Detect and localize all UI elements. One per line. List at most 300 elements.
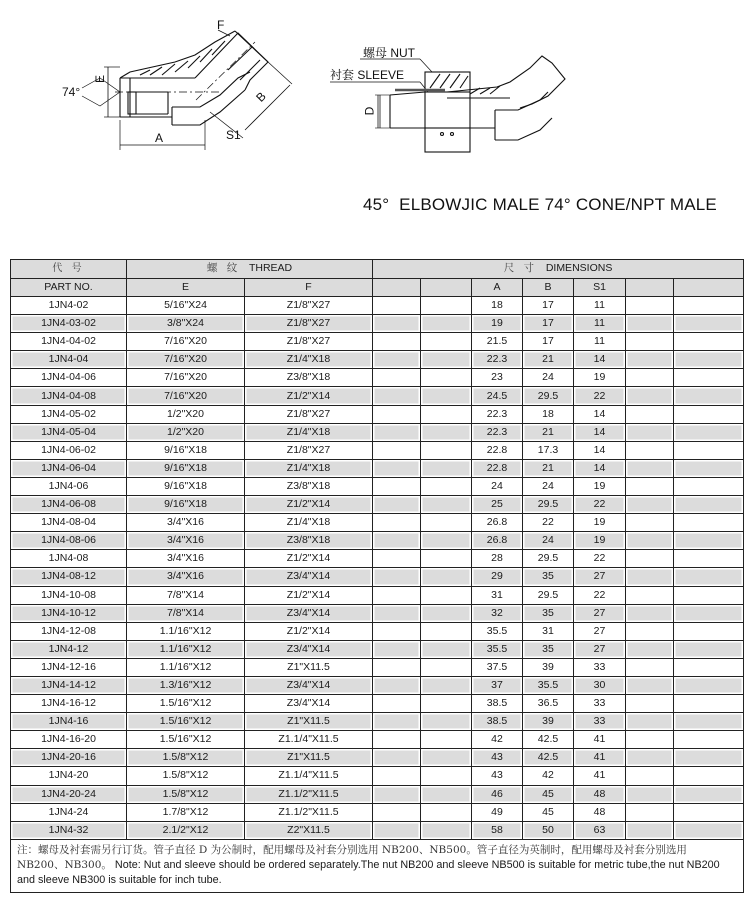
dim-s1-cell: 27 xyxy=(574,622,626,640)
thread-f-cell: Z1"X11.5 xyxy=(245,713,373,731)
thread-e-cell: 3/4"X16 xyxy=(127,550,245,568)
empty-cell xyxy=(373,532,421,550)
table-row xyxy=(11,803,744,821)
empty-cell xyxy=(373,315,421,333)
thread-f-cell: Z3/8"X18 xyxy=(245,369,373,387)
thread-e-cell: 2.1/2"X12 xyxy=(127,821,245,839)
thread-header xyxy=(127,260,373,279)
table-row xyxy=(11,767,744,785)
dim-label-d: D xyxy=(362,106,377,116)
dim-a-cell: 19 xyxy=(472,315,523,333)
empty-cell xyxy=(373,459,421,477)
dim-a-cell: 22.3 xyxy=(472,351,523,369)
table-row xyxy=(11,333,744,351)
table-row xyxy=(11,441,744,459)
dim-a-cell: 23 xyxy=(472,369,523,387)
table-row xyxy=(11,514,744,532)
empty-cell xyxy=(421,713,472,731)
table-row xyxy=(11,695,744,713)
dim-a-cell: 38.5 xyxy=(472,695,523,713)
thread-f-cell: Z1/4"X18 xyxy=(245,514,373,532)
empty-cell xyxy=(674,477,744,495)
empty-cell xyxy=(626,514,674,532)
dim-b-cell: 29.5 xyxy=(523,387,574,405)
table-row xyxy=(11,586,744,604)
table-row xyxy=(11,315,744,333)
thread-e-cell: 9/16"X18 xyxy=(127,441,245,459)
empty-cell xyxy=(626,496,674,514)
table-row xyxy=(11,658,744,676)
dim-label-b: B xyxy=(253,89,269,105)
empty-cell xyxy=(626,423,674,441)
dim-s1-cell: 48 xyxy=(574,785,626,803)
thread-e-cell: 7/8"X14 xyxy=(127,586,245,604)
empty-cell xyxy=(626,658,674,676)
empty-cell xyxy=(626,785,674,803)
table-row xyxy=(11,713,744,731)
dim-a-cell: 43 xyxy=(472,749,523,767)
thread-e-cell: 1.1/16"X12 xyxy=(127,640,245,658)
empty-cell xyxy=(626,387,674,405)
footnote xyxy=(11,839,744,892)
empty-cell xyxy=(626,749,674,767)
dim-s1-cell: 19 xyxy=(574,532,626,550)
thread-e-cell: 3/4"X16 xyxy=(127,532,245,550)
empty-cell xyxy=(674,622,744,640)
part-no-cell: 1JN4-14-12 xyxy=(11,676,127,694)
thread-f-cell: Z1"X11.5 xyxy=(245,749,373,767)
empty-cell xyxy=(421,315,472,333)
empty-cell xyxy=(674,676,744,694)
empty-cell xyxy=(626,297,674,315)
thread-e-cell: 1.5/16"X12 xyxy=(127,713,245,731)
thread-f-cell: Z1/4"X18 xyxy=(245,423,373,441)
empty-cell xyxy=(373,622,421,640)
table-row xyxy=(11,459,744,477)
dim-s1-cell: 22 xyxy=(574,496,626,514)
empty-cell xyxy=(674,640,744,658)
table-row xyxy=(11,749,744,767)
empty-cell xyxy=(626,369,674,387)
empty-cell xyxy=(421,749,472,767)
col-a-header: A xyxy=(472,278,523,297)
part-no-cell: 1JN4-12-16 xyxy=(11,658,127,676)
empty-cell xyxy=(626,586,674,604)
empty-cell xyxy=(421,532,472,550)
empty-cell xyxy=(626,441,674,459)
footnote-en: Note: Nut and sleeve should be ordered separately.The nut NB200 and sleeve NB500 is suitable for metric tube,the nut NB200 and sleeve NB300 is suitable for inch tube. xyxy=(17,858,720,886)
empty-cell xyxy=(421,604,472,622)
dim-b-cell: 17 xyxy=(523,315,574,333)
part-no-cell: 1JN4-06-04 xyxy=(11,459,127,477)
dim-s1-cell: 11 xyxy=(574,315,626,333)
dim-s1-cell: 19 xyxy=(574,369,626,387)
thread-f-cell: Z1/2"X14 xyxy=(245,496,373,514)
col-f-header: F xyxy=(245,278,373,297)
dim-label-s1: S1 xyxy=(226,128,241,142)
table-row xyxy=(11,568,744,586)
dim-b-cell: 36.5 xyxy=(523,695,574,713)
thread-e-cell: 1.3/16"X12 xyxy=(127,676,245,694)
dim-b-cell: 18 xyxy=(523,405,574,423)
dim-a-cell: 21.5 xyxy=(472,333,523,351)
dim-b-cell: 35 xyxy=(523,568,574,586)
dim-b-cell: 21 xyxy=(523,351,574,369)
thread-f-cell: Z1/8"X27 xyxy=(245,297,373,315)
empty-cell xyxy=(421,731,472,749)
empty-cell xyxy=(373,713,421,731)
empty-cell xyxy=(626,821,674,839)
thread-cn: 螺 纹 xyxy=(206,262,241,275)
part-no-cn-header: 代 号 xyxy=(11,260,127,279)
table-row xyxy=(11,387,744,405)
empty-cell xyxy=(373,785,421,803)
dim-a-cell: 31 xyxy=(472,586,523,604)
empty-cell xyxy=(373,477,421,495)
dimensions-en: DIMENSIONS xyxy=(545,262,613,275)
thread-f-cell: Z3/8"X18 xyxy=(245,477,373,495)
dimensions-cn: 尺 寸 xyxy=(503,262,538,275)
table-row xyxy=(11,423,744,441)
empty-cell xyxy=(674,749,744,767)
sleeve-label: 衬套 SLEEVE xyxy=(330,68,405,82)
empty-cell xyxy=(373,333,421,351)
dim-b-cell: 35 xyxy=(523,640,574,658)
thread-f-cell: Z3/8"X18 xyxy=(245,532,373,550)
part-no-cell: 1JN4-03-02 xyxy=(11,315,127,333)
empty-cell xyxy=(674,297,744,315)
col-s1-header: S1 xyxy=(574,278,626,297)
part-no-cell: 1JN4-04-06 xyxy=(11,369,127,387)
product-title: 45° ELBOWJIC MALE 74° CONE/NPT MALE xyxy=(363,195,717,214)
thread-f-cell: Z1/2"X14 xyxy=(245,622,373,640)
empty-cell xyxy=(421,333,472,351)
part-no-cell: 1JN4-04 xyxy=(11,351,127,369)
part-no-cell: 1JN4-32 xyxy=(11,821,127,839)
dim-b-cell: 42.5 xyxy=(523,749,574,767)
specification-table xyxy=(10,259,744,893)
dim-a-cell: 46 xyxy=(472,785,523,803)
empty-cell xyxy=(373,351,421,369)
thread-f-cell: Z1.1/2"X11.5 xyxy=(245,803,373,821)
empty-cell xyxy=(626,604,674,622)
thread-e-cell: 3/4"X16 xyxy=(127,514,245,532)
empty-cell xyxy=(626,333,674,351)
empty-cell xyxy=(421,622,472,640)
dim-s1-cell: 41 xyxy=(574,749,626,767)
dim-a-cell: 43 xyxy=(472,767,523,785)
thread-f-cell: Z1.1/4"X11.5 xyxy=(245,731,373,749)
empty-cell xyxy=(626,351,674,369)
thread-e-cell: 7/16"X20 xyxy=(127,333,245,351)
thread-en: THREAD xyxy=(248,262,293,275)
dim-a-cell: 32 xyxy=(472,604,523,622)
part-no-cell: 1JN4-06-02 xyxy=(11,441,127,459)
dim-a-cell: 22.8 xyxy=(472,459,523,477)
thread-e-cell: 1.1/16"X12 xyxy=(127,622,245,640)
dim-s1-cell: 41 xyxy=(574,731,626,749)
part-no-cell: 1JN4-20 xyxy=(11,767,127,785)
part-no-header: PART NO. xyxy=(11,278,127,297)
empty-cell xyxy=(626,713,674,731)
dim-a-cell: 26.8 xyxy=(472,532,523,550)
dim-s1-cell: 27 xyxy=(574,604,626,622)
part-no-cell: 1JN4-08-06 xyxy=(11,532,127,550)
thread-f-cell: Z2"X11.5 xyxy=(245,821,373,839)
empty-cell xyxy=(373,550,421,568)
thread-f-cell: Z1/8"X27 xyxy=(245,441,373,459)
empty-cell xyxy=(674,532,744,550)
col-e-header: E xyxy=(127,278,245,297)
empty-cell xyxy=(421,550,472,568)
part-no-cell: 1JN4-02 xyxy=(11,297,127,315)
empty-cell xyxy=(626,622,674,640)
empty-cell xyxy=(674,441,744,459)
empty-cell xyxy=(674,568,744,586)
empty-cell xyxy=(373,676,421,694)
dim-s1-cell: 33 xyxy=(574,658,626,676)
part-no-cell: 1JN4-05-02 xyxy=(11,405,127,423)
thread-e-cell: 7/8"X14 xyxy=(127,604,245,622)
empty-cell xyxy=(674,387,744,405)
dim-a-cell: 24.5 xyxy=(472,387,523,405)
empty-header xyxy=(626,278,674,297)
dim-a-cell: 22.3 xyxy=(472,405,523,423)
empty-cell xyxy=(626,459,674,477)
table-row xyxy=(11,550,744,568)
dim-b-cell: 39 xyxy=(523,658,574,676)
empty-cell xyxy=(421,640,472,658)
dim-a-cell: 22.3 xyxy=(472,423,523,441)
thread-f-cell: Z1/8"X27 xyxy=(245,333,373,351)
thread-f-cell: Z1/8"X27 xyxy=(245,405,373,423)
empty-cell xyxy=(674,550,744,568)
dim-a-cell: 24 xyxy=(472,477,523,495)
part-no-cell: 1JN4-04-08 xyxy=(11,387,127,405)
table-row xyxy=(11,676,744,694)
dim-s1-cell: 19 xyxy=(574,477,626,495)
empty-cell xyxy=(421,351,472,369)
empty-cell xyxy=(674,803,744,821)
thread-e-cell: 5/16"X24 xyxy=(127,297,245,315)
dim-a-cell: 35.5 xyxy=(472,622,523,640)
thread-f-cell: Z1/2"X14 xyxy=(245,387,373,405)
dim-b-cell: 45 xyxy=(523,803,574,821)
empty-header xyxy=(421,278,472,297)
table-row xyxy=(11,640,744,658)
empty-cell xyxy=(421,297,472,315)
thread-e-cell: 1.5/8"X12 xyxy=(127,767,245,785)
dim-b-cell: 45 xyxy=(523,785,574,803)
empty-cell xyxy=(674,821,744,839)
empty-cell xyxy=(373,803,421,821)
empty-cell xyxy=(373,369,421,387)
table-row xyxy=(11,785,744,803)
empty-cell xyxy=(626,405,674,423)
dim-s1-cell: 14 xyxy=(574,459,626,477)
thread-e-cell: 7/16"X20 xyxy=(127,351,245,369)
table-row xyxy=(11,622,744,640)
empty-cell xyxy=(626,803,674,821)
part-no-cell: 1JN4-20-16 xyxy=(11,749,127,767)
dim-a-cell: 42 xyxy=(472,731,523,749)
dim-s1-cell: 33 xyxy=(574,713,626,731)
dim-b-cell: 22 xyxy=(523,514,574,532)
dim-b-cell: 29.5 xyxy=(523,550,574,568)
dim-s1-cell: 14 xyxy=(574,405,626,423)
empty-cell xyxy=(373,496,421,514)
part-no-cell: 1JN4-10-12 xyxy=(11,604,127,622)
empty-cell xyxy=(674,658,744,676)
empty-cell xyxy=(421,477,472,495)
empty-cell xyxy=(373,604,421,622)
dim-s1-cell: 14 xyxy=(574,441,626,459)
empty-cell xyxy=(421,459,472,477)
dim-s1-cell: 19 xyxy=(574,514,626,532)
thread-f-cell: Z1.1/4"X11.5 xyxy=(245,767,373,785)
empty-cell xyxy=(626,767,674,785)
header-row-1 xyxy=(11,260,744,279)
dimensions-header xyxy=(373,260,744,279)
thread-e-cell: 9/16"X18 xyxy=(127,496,245,514)
dim-b-cell: 39 xyxy=(523,713,574,731)
col-b-header: B xyxy=(523,278,574,297)
dim-a-cell: 49 xyxy=(472,803,523,821)
dim-b-cell: 21 xyxy=(523,423,574,441)
empty-cell xyxy=(674,604,744,622)
thread-f-cell: Z3/4"X14 xyxy=(245,695,373,713)
empty-cell xyxy=(674,405,744,423)
empty-cell xyxy=(373,514,421,532)
empty-cell xyxy=(674,586,744,604)
dim-b-cell: 24 xyxy=(523,477,574,495)
part-no-cell: 1JN4-08-04 xyxy=(11,514,127,532)
dim-s1-cell: 22 xyxy=(574,586,626,604)
empty-cell xyxy=(421,676,472,694)
thread-e-cell: 1.5/16"X12 xyxy=(127,731,245,749)
dim-a-cell: 29 xyxy=(472,568,523,586)
thread-f-cell: Z1"X11.5 xyxy=(245,658,373,676)
empty-header xyxy=(373,278,421,297)
dim-b-cell: 35 xyxy=(523,604,574,622)
dim-s1-cell: 22 xyxy=(574,550,626,568)
part-no-cell: 1JN4-16 xyxy=(11,713,127,731)
dim-b-cell: 29.5 xyxy=(523,496,574,514)
table-row xyxy=(11,821,744,839)
dim-s1-cell: 11 xyxy=(574,333,626,351)
dim-label-angle: 74° xyxy=(62,85,81,99)
dim-a-cell: 37 xyxy=(472,676,523,694)
empty-cell xyxy=(674,333,744,351)
empty-cell xyxy=(421,785,472,803)
part-no-cell: 1JN4-05-04 xyxy=(11,423,127,441)
table-row xyxy=(11,496,744,514)
empty-cell xyxy=(674,496,744,514)
empty-cell xyxy=(421,496,472,514)
part-no-cell: 1JN4-10-08 xyxy=(11,586,127,604)
empty-cell xyxy=(373,695,421,713)
dim-s1-cell: 30 xyxy=(574,676,626,694)
thread-f-cell: Z1/2"X14 xyxy=(245,586,373,604)
empty-cell xyxy=(626,477,674,495)
thread-e-cell: 9/16"X18 xyxy=(127,459,245,477)
empty-cell xyxy=(674,713,744,731)
empty-cell xyxy=(373,297,421,315)
table-row xyxy=(11,405,744,423)
dim-s1-cell: 41 xyxy=(574,767,626,785)
table-row xyxy=(11,351,744,369)
dim-b-cell: 17 xyxy=(523,333,574,351)
thread-e-cell: 1.5/8"X12 xyxy=(127,749,245,767)
empty-cell xyxy=(421,568,472,586)
dim-s1-cell: 22 xyxy=(574,387,626,405)
header-row-2 xyxy=(11,278,744,297)
empty-cell xyxy=(674,767,744,785)
part-no-cell: 1JN4-04-02 xyxy=(11,333,127,351)
empty-cell xyxy=(626,676,674,694)
dim-b-cell: 35.5 xyxy=(523,676,574,694)
part-no-cell: 1JN4-20-24 xyxy=(11,785,127,803)
table-row xyxy=(11,731,744,749)
empty-cell xyxy=(421,369,472,387)
table-row xyxy=(11,532,744,550)
empty-cell xyxy=(373,731,421,749)
dim-b-cell: 21 xyxy=(523,459,574,477)
dim-a-cell: 18 xyxy=(472,297,523,315)
empty-cell xyxy=(373,640,421,658)
thread-f-cell: Z3/4"X14 xyxy=(245,676,373,694)
part-no-cell: 1JN4-16-20 xyxy=(11,731,127,749)
dim-label-e: E xyxy=(93,74,108,84)
dim-b-cell: 42 xyxy=(523,767,574,785)
empty-cell xyxy=(373,387,421,405)
empty-cell xyxy=(373,423,421,441)
table-row xyxy=(11,369,744,387)
part-no-cell: 1JN4-06-08 xyxy=(11,496,127,514)
dim-a-cell: 22.8 xyxy=(472,441,523,459)
dim-a-cell: 58 xyxy=(472,821,523,839)
thread-f-cell: Z1.1/2"X11.5 xyxy=(245,785,373,803)
dim-b-cell: 24 xyxy=(523,369,574,387)
thread-f-cell: Z1/8"X27 xyxy=(245,315,373,333)
thread-f-cell: Z1/4"X18 xyxy=(245,351,373,369)
thread-e-cell: 3/4"X16 xyxy=(127,568,245,586)
dim-a-cell: 38.5 xyxy=(472,713,523,731)
dim-b-cell: 31 xyxy=(523,622,574,640)
dim-b-cell: 42.5 xyxy=(523,731,574,749)
empty-header xyxy=(674,278,744,297)
nut-label: 螺母 NUT xyxy=(363,46,415,60)
empty-cell xyxy=(674,315,744,333)
empty-cell xyxy=(421,767,472,785)
part-no-cell: 1JN4-16-12 xyxy=(11,695,127,713)
part-no-cell: 1JN4-12-08 xyxy=(11,622,127,640)
table-row xyxy=(11,477,744,495)
dim-s1-cell: 48 xyxy=(574,803,626,821)
empty-cell xyxy=(373,586,421,604)
empty-cell xyxy=(626,568,674,586)
part-no-cell: 1JN4-24 xyxy=(11,803,127,821)
empty-cell xyxy=(626,695,674,713)
thread-f-cell: Z3/4"X14 xyxy=(245,640,373,658)
thread-e-cell: 1.7/8"X12 xyxy=(127,803,245,821)
empty-cell xyxy=(373,568,421,586)
empty-cell xyxy=(373,405,421,423)
empty-cell xyxy=(373,658,421,676)
empty-cell xyxy=(674,459,744,477)
dim-s1-cell: 33 xyxy=(574,695,626,713)
empty-cell xyxy=(421,695,472,713)
